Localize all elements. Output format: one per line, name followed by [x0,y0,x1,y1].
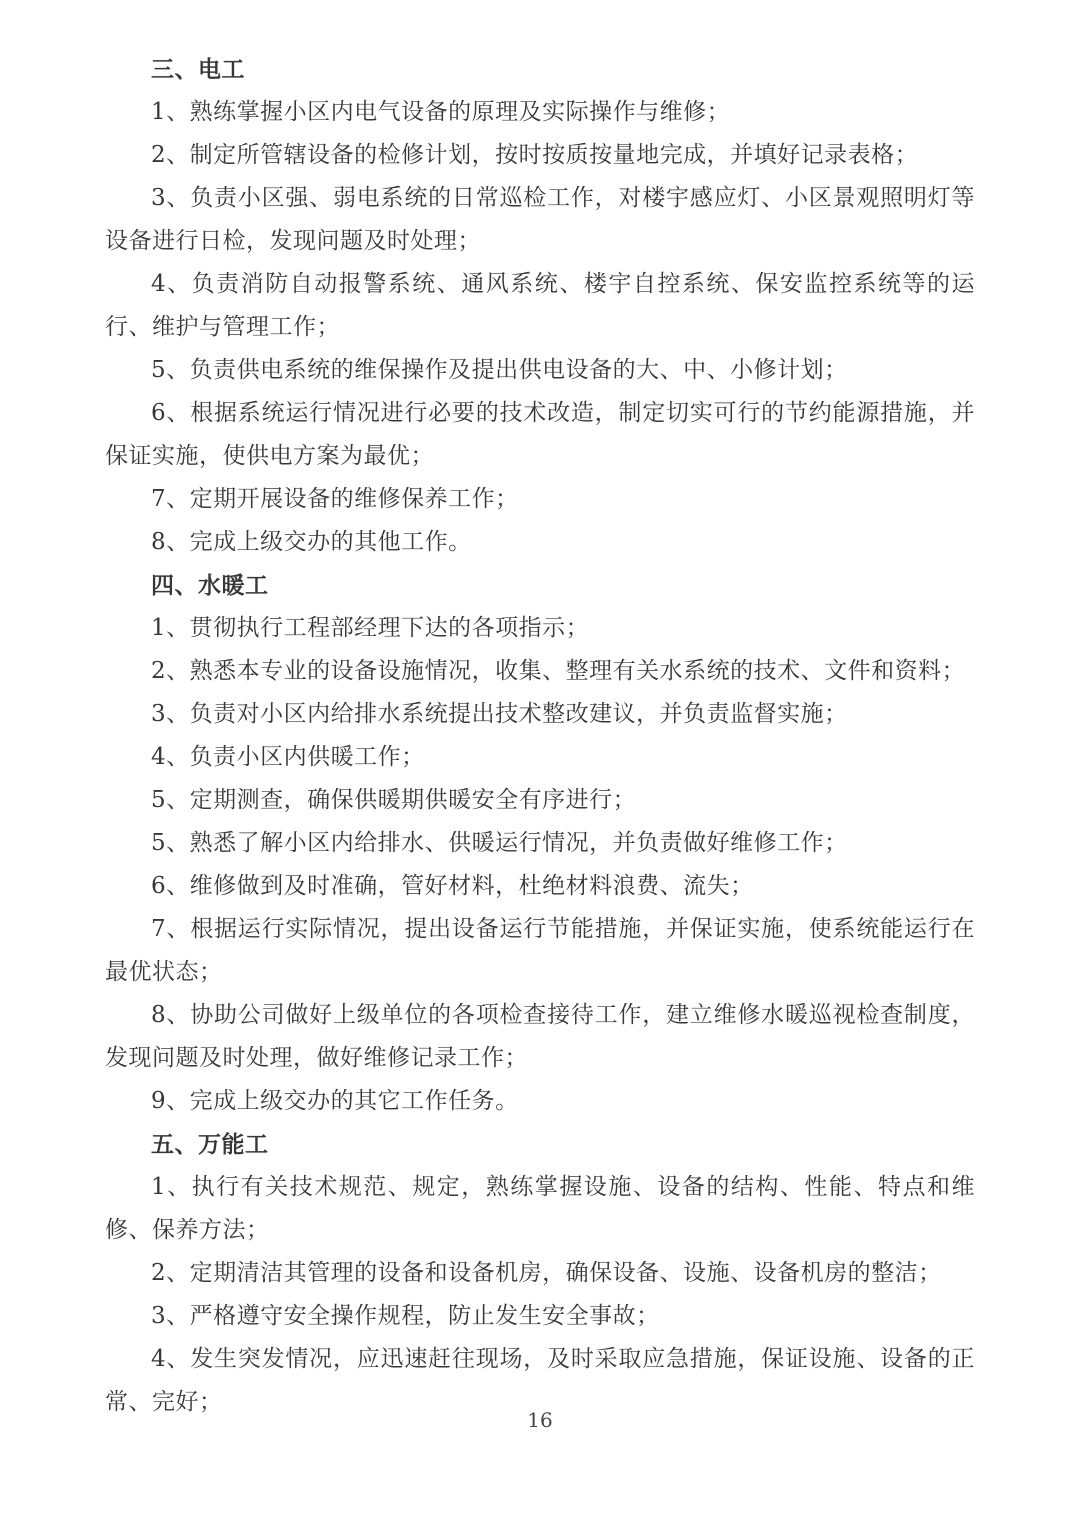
list-item: 6、根据系统运行情况进行必要的技术改造，制定切实可行的节约能源措施，并保证实施，使供电方案为最优； [105,400,975,469]
list-item: 1、执行有关技术规范、规定，熟练掌握设施、设备的结构、性能、特点和维修、保养方法； [105,1174,975,1243]
list-item: 7、根据运行实际情况，提出设备运行节能措施，并保证实施，使系统能运行在最优状态； [105,916,975,985]
list-item: 2、熟悉本专业的设备设施情况，收集、整理有关水系统的技术、文件和资料； [151,658,966,684]
list-item: 8、协助公司做好上级单位的各项检查接待工作，建立维修水暖巡视检查制度，发现问题及时处理，做好维修记录工作； [105,1002,975,1071]
list-item: 4、发生突发情况，应迅速赶往现场，及时采取应急措施，保证设施、设备的正常、完好； [105,1346,975,1415]
list-item: 1、贯彻执行工程部经理下达的各项指示； [151,615,590,641]
list-item: 2、制定所管辖设备的检修计划，按时按质按量地完成，并填好记录表格； [151,142,919,168]
list-item: 6、维修做到及时准确，管好材料，杜绝材料浪费、流失； [151,873,754,899]
section-heading-plumber: 四、水暖工 [151,572,269,599]
section-heading-electrician: 三、电工 [151,56,245,83]
list-item: 5、负责供电系统的维保操作及提出供电设备的大、中、小修计划； [151,357,848,383]
list-item: 3、负责对小区内给排水系统提出技术整改建议，并负责监督实施； [151,701,848,727]
list-item: 5、熟悉了解小区内给排水、供暖运行情况，并负责做好维修工作； [151,830,848,856]
section-heading-handyman: 五、万能工 [151,1131,269,1158]
list-item: 7、定期开展设备的维修保养工作； [151,486,519,512]
list-item: 8、完成上级交办的其他工作。 [151,529,472,555]
list-item: 4、负责消防自动报警系统、通风系统、楼宇自控系统、保安监控系统等的运行、维护与管理工作； [105,271,975,340]
list-item: 4、负责小区内供暖工作； [151,744,425,770]
list-item: 2、定期清洁其管理的设备和设备机房，确保设备、设施、设备机房的整洁； [151,1260,942,1286]
list-item: 9、完成上级交办的其它工作任务。 [151,1088,519,1114]
list-item: 3、严格遵守安全操作规程，防止发生安全事故； [151,1303,660,1329]
list-item: 5、定期测查，确保供暖期供暖安全有序进行； [151,787,637,813]
page-number: 16 [527,1408,553,1432]
list-item: 1、熟练掌握小区内电气设备的原理及实际操作与维修； [151,99,731,125]
list-item: 3、负责小区强、弱电系统的日常巡检工作，对楼宇感应灯、小区景观照明灯等设备进行日检，发现问题及时处理； [105,185,975,254]
